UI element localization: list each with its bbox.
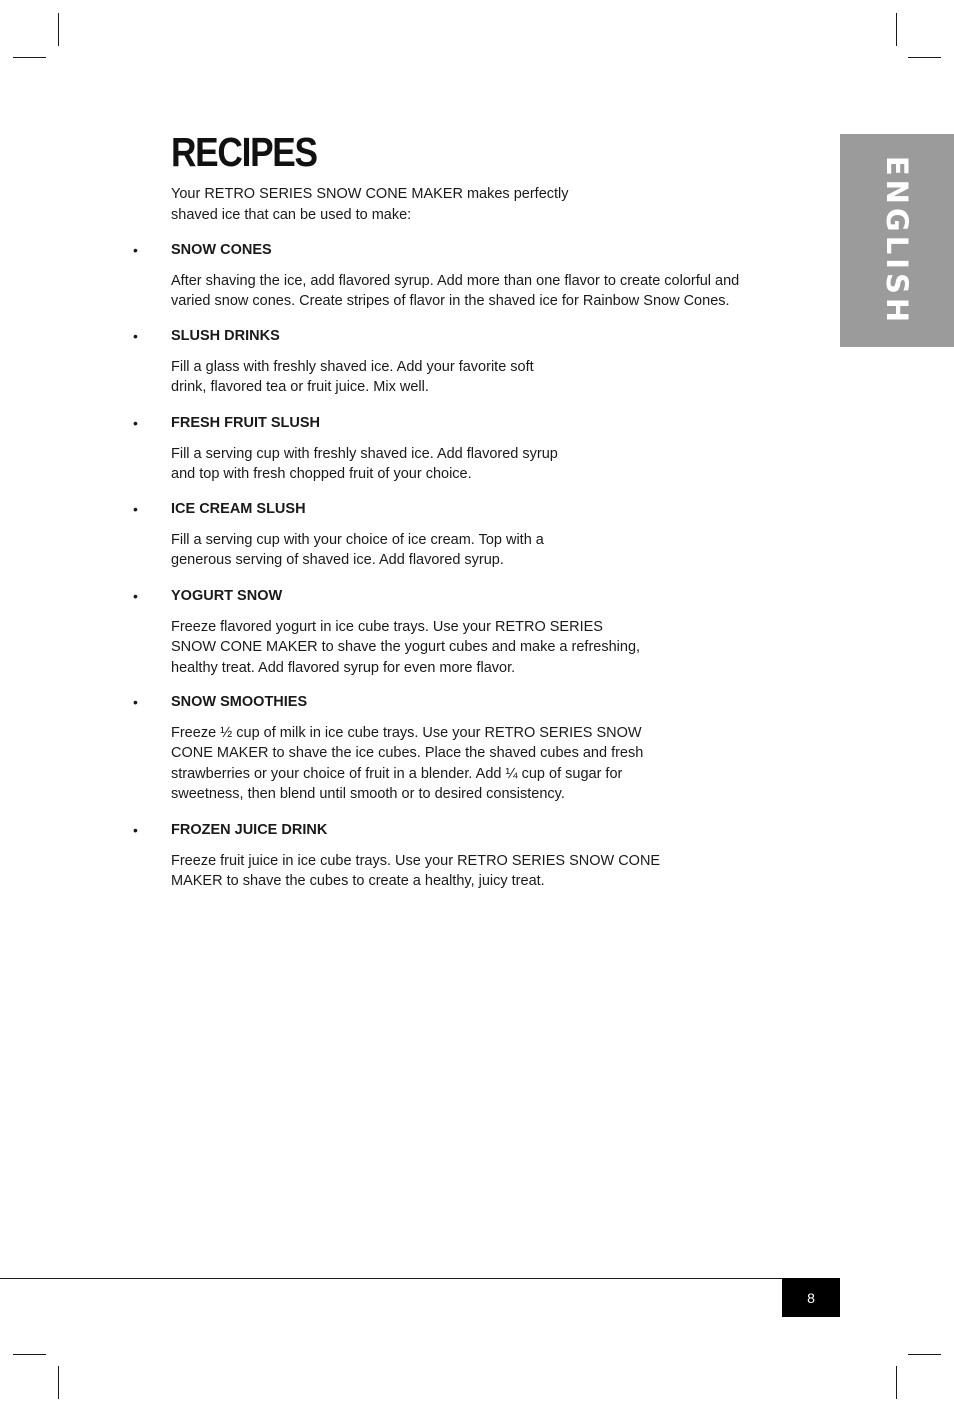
bullet: • — [133, 415, 138, 431]
recipe-line: Fill a serving cup with freshly shaved ice. Add flavored syrup — [171, 446, 558, 462]
recipe-description — [171, 444, 558, 485]
recipe-line: Fill a serving cup with your choice of ice cream. Top with a — [171, 532, 544, 548]
bullet: • — [133, 588, 138, 604]
recipe-name: FROZEN JUICE DRINK — [171, 822, 328, 838]
recipe-description — [171, 530, 544, 571]
recipe-line: SNOW CONE MAKER to shave the yogurt cubes and make a refreshing, — [171, 639, 641, 656]
recipe-item-snow-cones — [133, 240, 740, 312]
recipe-item-ice-cream-slush — [133, 499, 544, 571]
recipe-line: Freeze flavored yogurt in ice cube trays. Use your RETRO SERIES — [171, 619, 603, 635]
page-number: 8 — [807, 1289, 815, 1306]
recipe-line: Fill a glass with freshly shaved ice. Add your favorite soft — [171, 359, 534, 375]
bullet: • — [133, 328, 138, 344]
recipe-line: healthy treat. Add flavored syrup for even more flavor. — [171, 659, 516, 676]
recipe-item-yogurt-snow — [133, 586, 641, 678]
intro-line: Your RETRO SERIES SNOW CONE MAKER makes perfectly — [171, 186, 569, 202]
recipe-line: generous serving of shaved ice. Add flavored syrup. — [171, 552, 504, 569]
bullet: • — [133, 694, 138, 710]
recipe-description — [171, 271, 739, 312]
recipe-name: SNOW SMOOTHIES — [171, 694, 308, 710]
bullet: • — [133, 501, 138, 517]
recipe-name: FRESH FRUIT SLUSH — [171, 415, 321, 431]
recipe-line: sweetness, then blend until smooth or to desired consistency. — [171, 785, 565, 802]
recipe-item-snow-smoothies — [133, 692, 644, 804]
recipe-name: SLUSH DRINKS — [171, 328, 280, 344]
footer-rule — [0, 1278, 840, 1279]
recipe-line: strawberries or your choice of fruit in a blender. Add ¼ cup of sugar for — [171, 765, 623, 782]
recipe-line: Freeze ½ cup of milk in ice cube trays. Use your RETRO SERIES SNOW — [171, 725, 642, 741]
recipe-line: CONE MAKER to shave the ice cubes. Place the shaved cubes and fresh — [171, 745, 644, 762]
recipe-line: After shaving the ice, add flavored syrup. Add more than one flavor to create colorful and — [171, 273, 740, 289]
page-title: RECIPES — [171, 129, 317, 175]
language-tab-label: ENGLISH — [880, 155, 914, 326]
intro-line: shaved ice that can be used to make: — [171, 206, 412, 223]
page-number-badge — [782, 1278, 840, 1317]
recipe-item-frozen-juice-drink — [133, 820, 661, 892]
recipe-line: and top with fresh chopped fruit of your choice. — [171, 466, 472, 483]
recipe-description — [171, 723, 643, 804]
recipe-description — [171, 617, 640, 678]
bullet: • — [133, 242, 138, 258]
recipe-line: drink, flavored tea or fruit juice. Mix well. — [171, 379, 429, 396]
recipe-line: MAKER to shave the cubes to create a healthy, juicy treat. — [171, 873, 545, 890]
recipe-line: varied snow cones. Create stripes of flavor in the shaved ice for Rainbow Snow Cones. — [171, 293, 730, 310]
recipe-item-slush-drinks — [133, 326, 534, 398]
recipe-name: SNOW CONES — [171, 242, 272, 258]
recipe-line: Freeze fruit juice in ice cube trays. Use your RETRO SERIES SNOW CONE — [171, 853, 661, 869]
recipe-name: YOGURT SNOW — [171, 588, 283, 604]
bullet: • — [133, 822, 138, 838]
recipe-item-fresh-fruit-slush — [133, 413, 558, 485]
recipe-description — [171, 851, 660, 892]
recipe-name: ICE CREAM SLUSH — [171, 501, 306, 517]
recipe-description — [171, 357, 534, 398]
